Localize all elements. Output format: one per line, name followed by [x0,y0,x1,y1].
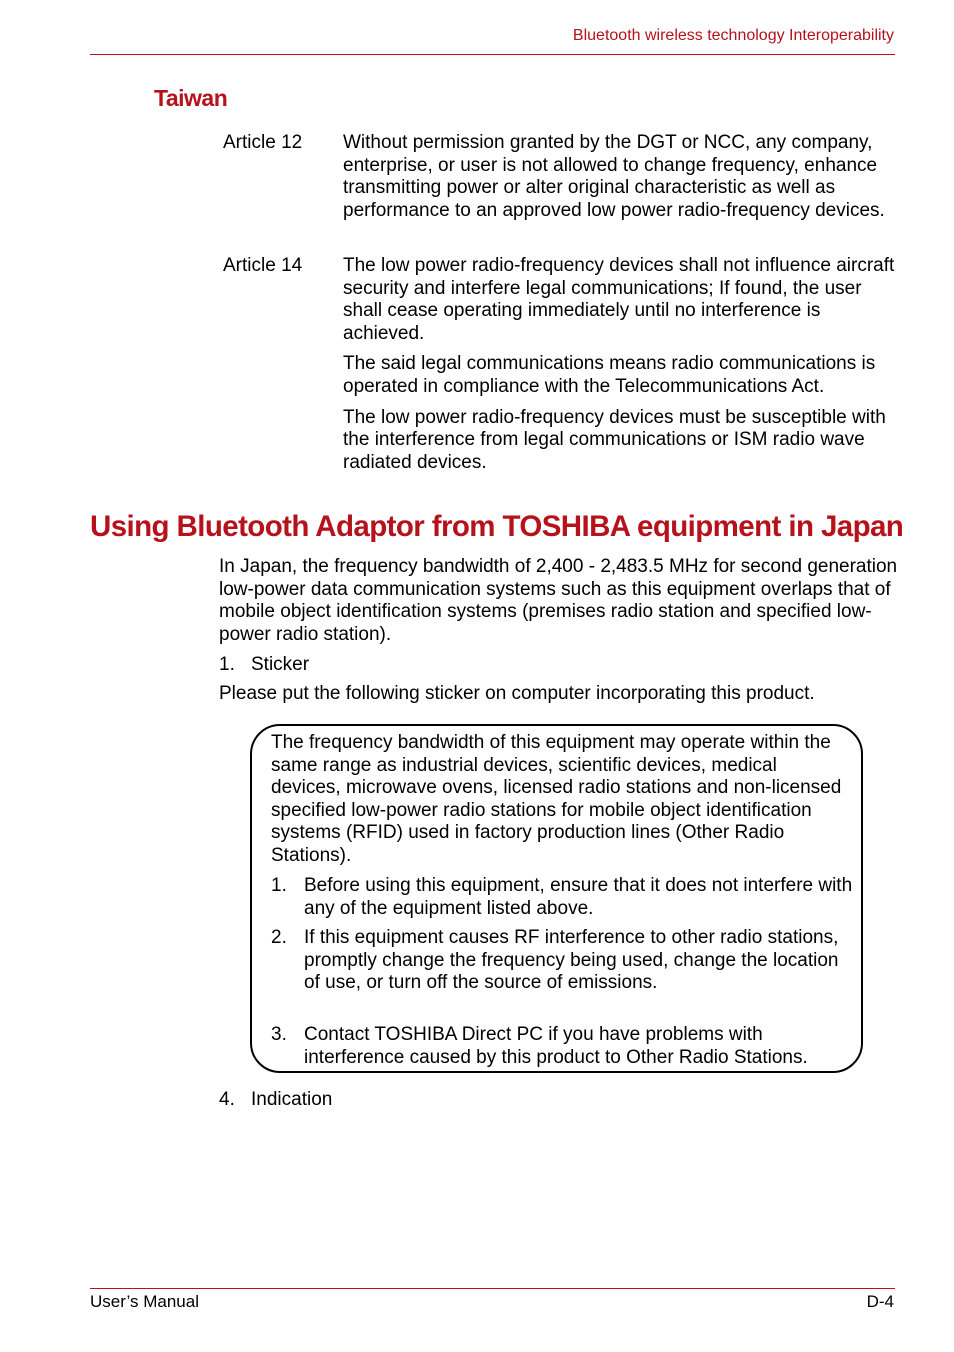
list-text: Before using this equipment, ensure that it does not interfere with any of the equipment listed above. [304,875,853,919]
list-number: 2. [271,927,287,948]
article-content [343,132,903,230]
list-number: 4. [219,1089,235,1110]
article-content [343,255,903,482]
footer-manual-title: User’s Manual [90,1292,199,1311]
list-text: If this equipment causes RF interference to other radio stations, promptly change the frequency being used, change the location of use, or turn off the source of emissions. [304,927,839,994]
article-paragraph: The low power radio-frequency devices shall not influence aircraft security and interfere legal communications; If found, the user shall cease operating immediately until no interference is achieved. [343,255,895,344]
list-number: 1. [271,875,287,896]
article-paragraph: The said legal communications means radio communications is operated in compliance with the Telecommunications Act. [343,353,876,397]
running-header: Bluetooth wireless technology Interoperability [572,27,894,44]
list-text: Indication [251,1089,333,1110]
sticker-instruction: Please put the following sticker on computer incorporating this product. [219,683,815,704]
article-label: Article 12 [223,132,303,153]
list-text: Sticker [251,654,310,675]
list-text: Contact TOSHIBA Direct PC if you have problems with interference caused by this product to Other Radio Stations. [304,1024,808,1068]
section-heading-taiwan: Taiwan [154,85,228,111]
article-paragraph: Without permission granted by the DGT or NCC, any company, enterprise, or user is not allowed to change frequency, enhance transmitting power or alter original characteristic as well as performance to an approved low power radio-frequency devices. [343,132,885,221]
list-number: 3. [271,1024,287,1045]
list-item-sticker [219,654,309,677]
footer-rule [90,1288,895,1289]
footer-page-number: D-4 [866,1292,894,1311]
intro-paragraph: In Japan, the frequency bandwidth of 2,400 - 2,483.5 MHz for second generation low-power data communication systems such as this equipment overlaps that of mobile object identification systems (premises radio station and specified low-power radio station). [219,556,898,645]
section-heading-japan: Using Bluetooth Adaptor from TOSHIBA equipment in Japan [90,510,904,543]
sticker-paragraph: The frequency bandwidth of this equipment may operate within the same range as industrial devices, scientific devices, medical devices, microwave ovens, licensed radio stations and non-licensed specified low-power radio stations for mobile object identification systems (RFID) used in factory production lines (Other Radio Stations). [271,732,842,866]
article-label: Article 14 [223,255,303,276]
header-rule [90,54,895,55]
article-paragraph: The low power radio-frequency devices must be susceptible with the interference from legal communications or ISM radio wave radiated devices. [343,406,886,473]
list-item-indication [219,1089,332,1112]
list-number: 1. [219,654,235,675]
